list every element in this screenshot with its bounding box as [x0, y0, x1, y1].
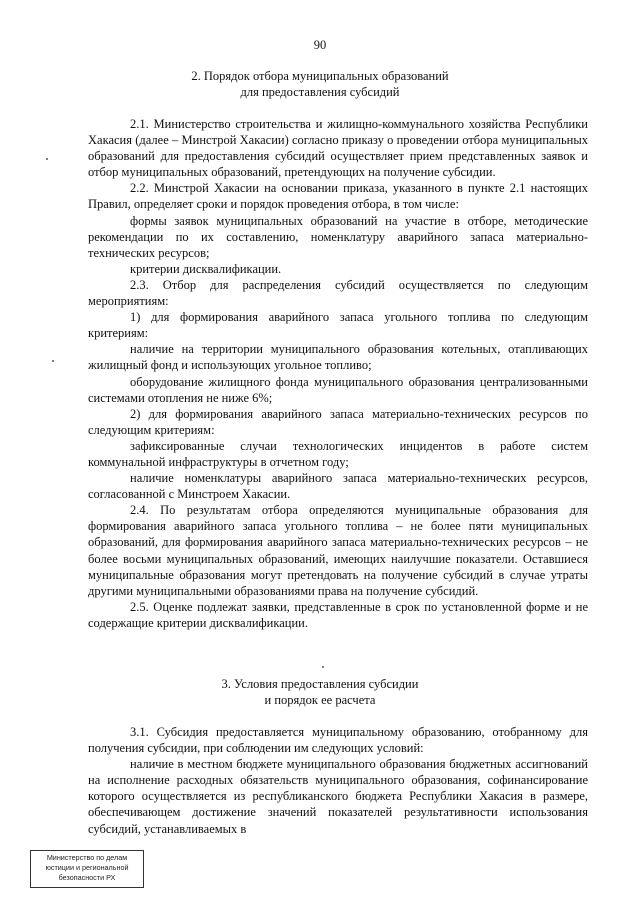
paragraph-2-2-forms: формы заявок муниципальных образований на участие в отборе, методические рекомендации по их составлению, номенклатуру аварийного запаса материально-технических ресурсов; [88, 213, 588, 260]
section-2-heading [0, 68, 640, 100]
section-2-heading-line-2: для предоставления субсидий [240, 85, 400, 99]
paragraph-2-4: 2.4. По результатам отбора определяются муниципальные образования для формирования аварийного запаса угольного топлива – не более пяти муниципальных образований, для формирования аварийного запаса материально-технических ресурсов – не более восьми муниципальных образований, имеющих наилучшие показатели. Оставшиеся муниципальные образования могут претендовать на получение субсидий в случае утраты другими муниципальными образованиями права на получение субсидий. [88, 503, 588, 598]
section-2-body [88, 116, 588, 631]
paragraph-2-1: 2.1. Министерство строительства и жилищно-коммунального хозяйства Республики Хакасия (далее – Минстрой Хакасии) согласно приказу о проведении отбора муниципальных образований для предоставления субсидий осуществляет прием представленных заявок и отбор муниципальных образований, претендующих на получение субсидии. [88, 117, 588, 180]
stamp-line-2: юстиции и региональной [45, 863, 129, 872]
stamp-line-3: безопасности РХ [58, 873, 116, 882]
paragraph-2-3-item-2-criterion-a: зафиксированные случаи технологических инцидентов в работе систем коммунальной инфраструктуры в отчетном году; [88, 438, 588, 469]
stamp-line-1: Министерство по делам [46, 853, 128, 862]
paragraph-3-1-condition: наличие в местном бюджете муниципального образования бюджетных ассигнований на исполнение расходных обязательств муниципального образования, софинансирование которого осуществляется из республиканского бюджета Республики Хакасия в размере, обеспечивающем достижение значений показателей результативности использования субсидий, устанавливаемых в [88, 757, 588, 836]
section-3-heading-line-1: 3. Условия предоставления субсидии [221, 677, 419, 691]
paragraph-2-3-item-1: 1) для формирования аварийного запаса угольного топлива по следующим критериям: [88, 310, 588, 341]
paragraph-2-3-item-2: 2) для формирования аварийного запаса материально-технических ресурсов по следующим критериям: [88, 406, 588, 437]
section-3-heading [0, 676, 640, 708]
page-number: 90 [313, 38, 327, 52]
scan-speck [46, 158, 48, 160]
section-2-heading-line-1: 2. Порядок отбора муниципальных образований [191, 69, 449, 83]
paragraph-2-3-item-2-criterion-b: наличие номенклатуры аварийного запаса материально-технических ресурсов, согласованной с Минстроем Хакасии. [88, 471, 588, 502]
registration-stamp [30, 850, 144, 888]
paragraph-2-3: 2.3. Отбор для распределения субсидий осуществляется по следующим мероприятиям: [88, 277, 588, 309]
section-3-heading-line-2: и порядок ее расчета [264, 693, 376, 707]
paragraph-2-5: 2.5. Оценке подлежат заявки, представленные в срок по установленной форме и не содержащие критерии дисквалификации. [88, 599, 588, 630]
paragraph-2-2: 2.2. Минстрой Хакасии на основании приказа, указанного в пункте 2.1 настоящих Правил, определяет сроки и порядок проведения отбора, в том числе: [88, 181, 588, 212]
paragraph-3-1: 3.1. Субсидия предоставляется муниципальному образованию, отобранному для получения субсидии, при соблюдении им следующих условий: [88, 725, 588, 756]
paragraph-2-3-item-1-criterion-a: наличие на территории муниципального образования котельных, отапливающих жилищный фонд и использующих угольное топливо; [88, 342, 588, 373]
paragraph-2-2-criteria: критерии дисквалификации. [130, 261, 282, 276]
section-3-body [88, 724, 588, 837]
scan-speck [52, 360, 54, 362]
scan-speck [322, 666, 324, 668]
paragraph-2-3-item-1-criterion-b: оборудование жилищного фонда муниципального образования централизованными системами отопления не ниже 6%; [88, 374, 588, 405]
